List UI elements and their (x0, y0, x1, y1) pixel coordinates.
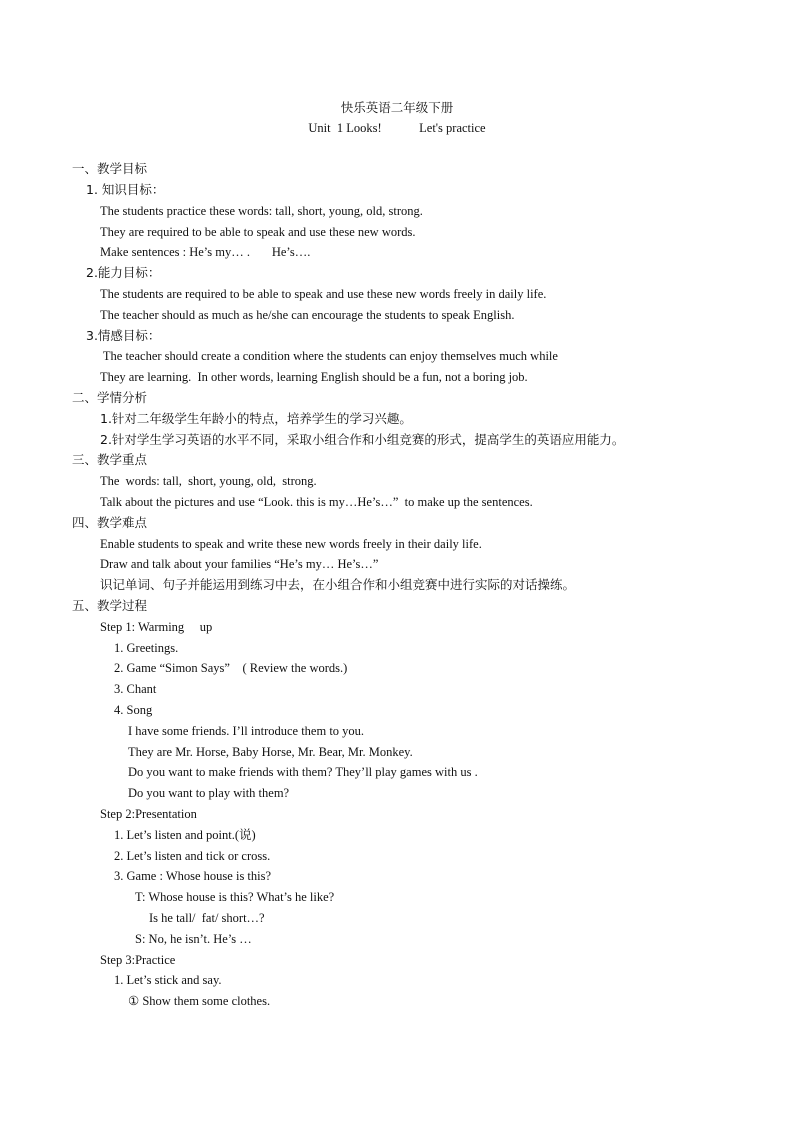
section-heading-process: 五、教学过程 (72, 598, 148, 613)
list-item: 1. Let’s stick and say. (114, 973, 222, 987)
list-item: 2. Let’s listen and tick or cross. (114, 849, 271, 863)
list-item: 1. Let’s listen and point.(说) (114, 828, 256, 842)
text-line: Talk about the pictures and use “Look. this is my…He’s…” to make up the sentences. (100, 495, 533, 509)
list-item: 2. Game “Simon Says” ( Review the words.) (114, 661, 348, 675)
text-line: Enable students to speak and write these new words freely in their daily life. (100, 537, 482, 551)
text-line: The students are required to be able to speak and use these new words freely in daily life. (100, 287, 547, 301)
subheading-ability: 2.能力目标： (86, 265, 161, 280)
step-heading: Step 3:Practice (100, 953, 176, 967)
section-heading-analysis: 二、学情分析 (72, 390, 148, 405)
text-line: The students practice these words: tall, short, young, old, strong. (100, 204, 423, 218)
section-heading-objectives: 一、教学目标 (72, 161, 148, 176)
text-line: 1.针对二年级学生年龄小的特点，培养学生的学习兴趣。 (100, 411, 412, 426)
song-line: Do you want to make friends with them? They’ll play games with us . (128, 765, 478, 779)
section-heading-difficulties: 四、教学难点 (72, 515, 148, 530)
list-item: ① Show them some clothes. (128, 994, 271, 1008)
text-line: They are required to be able to speak and use these new words. (100, 225, 416, 239)
text-line: 2.针对学生学习英语的水平不同，采取小组合作和小组竞赛的形式，提高学生的英语应用能力。 (100, 432, 625, 447)
list-item: 4. Song (114, 703, 153, 717)
subheading-emotion: 3.情感目标： (86, 328, 161, 343)
text-line: Draw and talk about your families “He’s my… He’s…” (100, 557, 379, 571)
subheading-knowledge: 1. 知识目标： (86, 182, 165, 197)
step-heading: Step 1: Warming up (100, 620, 213, 634)
dialogue-line: T: Whose house is this? What’s he like? (135, 890, 335, 904)
list-item: 3. Chant (114, 682, 157, 696)
section-heading-key-points: 三、教学重点 (72, 452, 148, 467)
text-line: The teacher should as much as he/she can encourage the students to speak English. (100, 308, 515, 322)
song-line: They are Mr. Horse, Baby Horse, Mr. Bear, Mr. Monkey. (128, 745, 413, 759)
dialogue-line: S: No, he isn’t. He’s … (135, 932, 252, 946)
document-subtitle: Unit 1 Looks! Let's practice (308, 121, 486, 135)
list-item: 1. Greetings. (114, 641, 179, 655)
text-line: Make sentences : He’s my… . He’s…. (100, 245, 311, 259)
document-title: 快乐英语二年级下册 (340, 100, 454, 115)
list-item: 3. Game : Whose house is this? (114, 869, 272, 883)
text-line: They are learning. In other words, learning English should be a fun, not a boring job. (100, 370, 528, 384)
dialogue-line: Is he tall/ fat/ short…? (149, 911, 265, 925)
text-line: The teacher should create a condition where the students can enjoy themselves much while (100, 349, 558, 363)
step-heading: Step 2:Presentation (100, 807, 197, 821)
song-line: Do you want to play with them? (128, 786, 290, 800)
song-line: I have some friends. I’ll introduce them to you. (128, 724, 365, 738)
text-line: The words: tall, short, young, old, strong. (100, 474, 317, 488)
text-line: 识记单词、句子并能运用到练习中去，在小组合作和小组竞赛中进行实际的对话操练。 (100, 577, 576, 592)
